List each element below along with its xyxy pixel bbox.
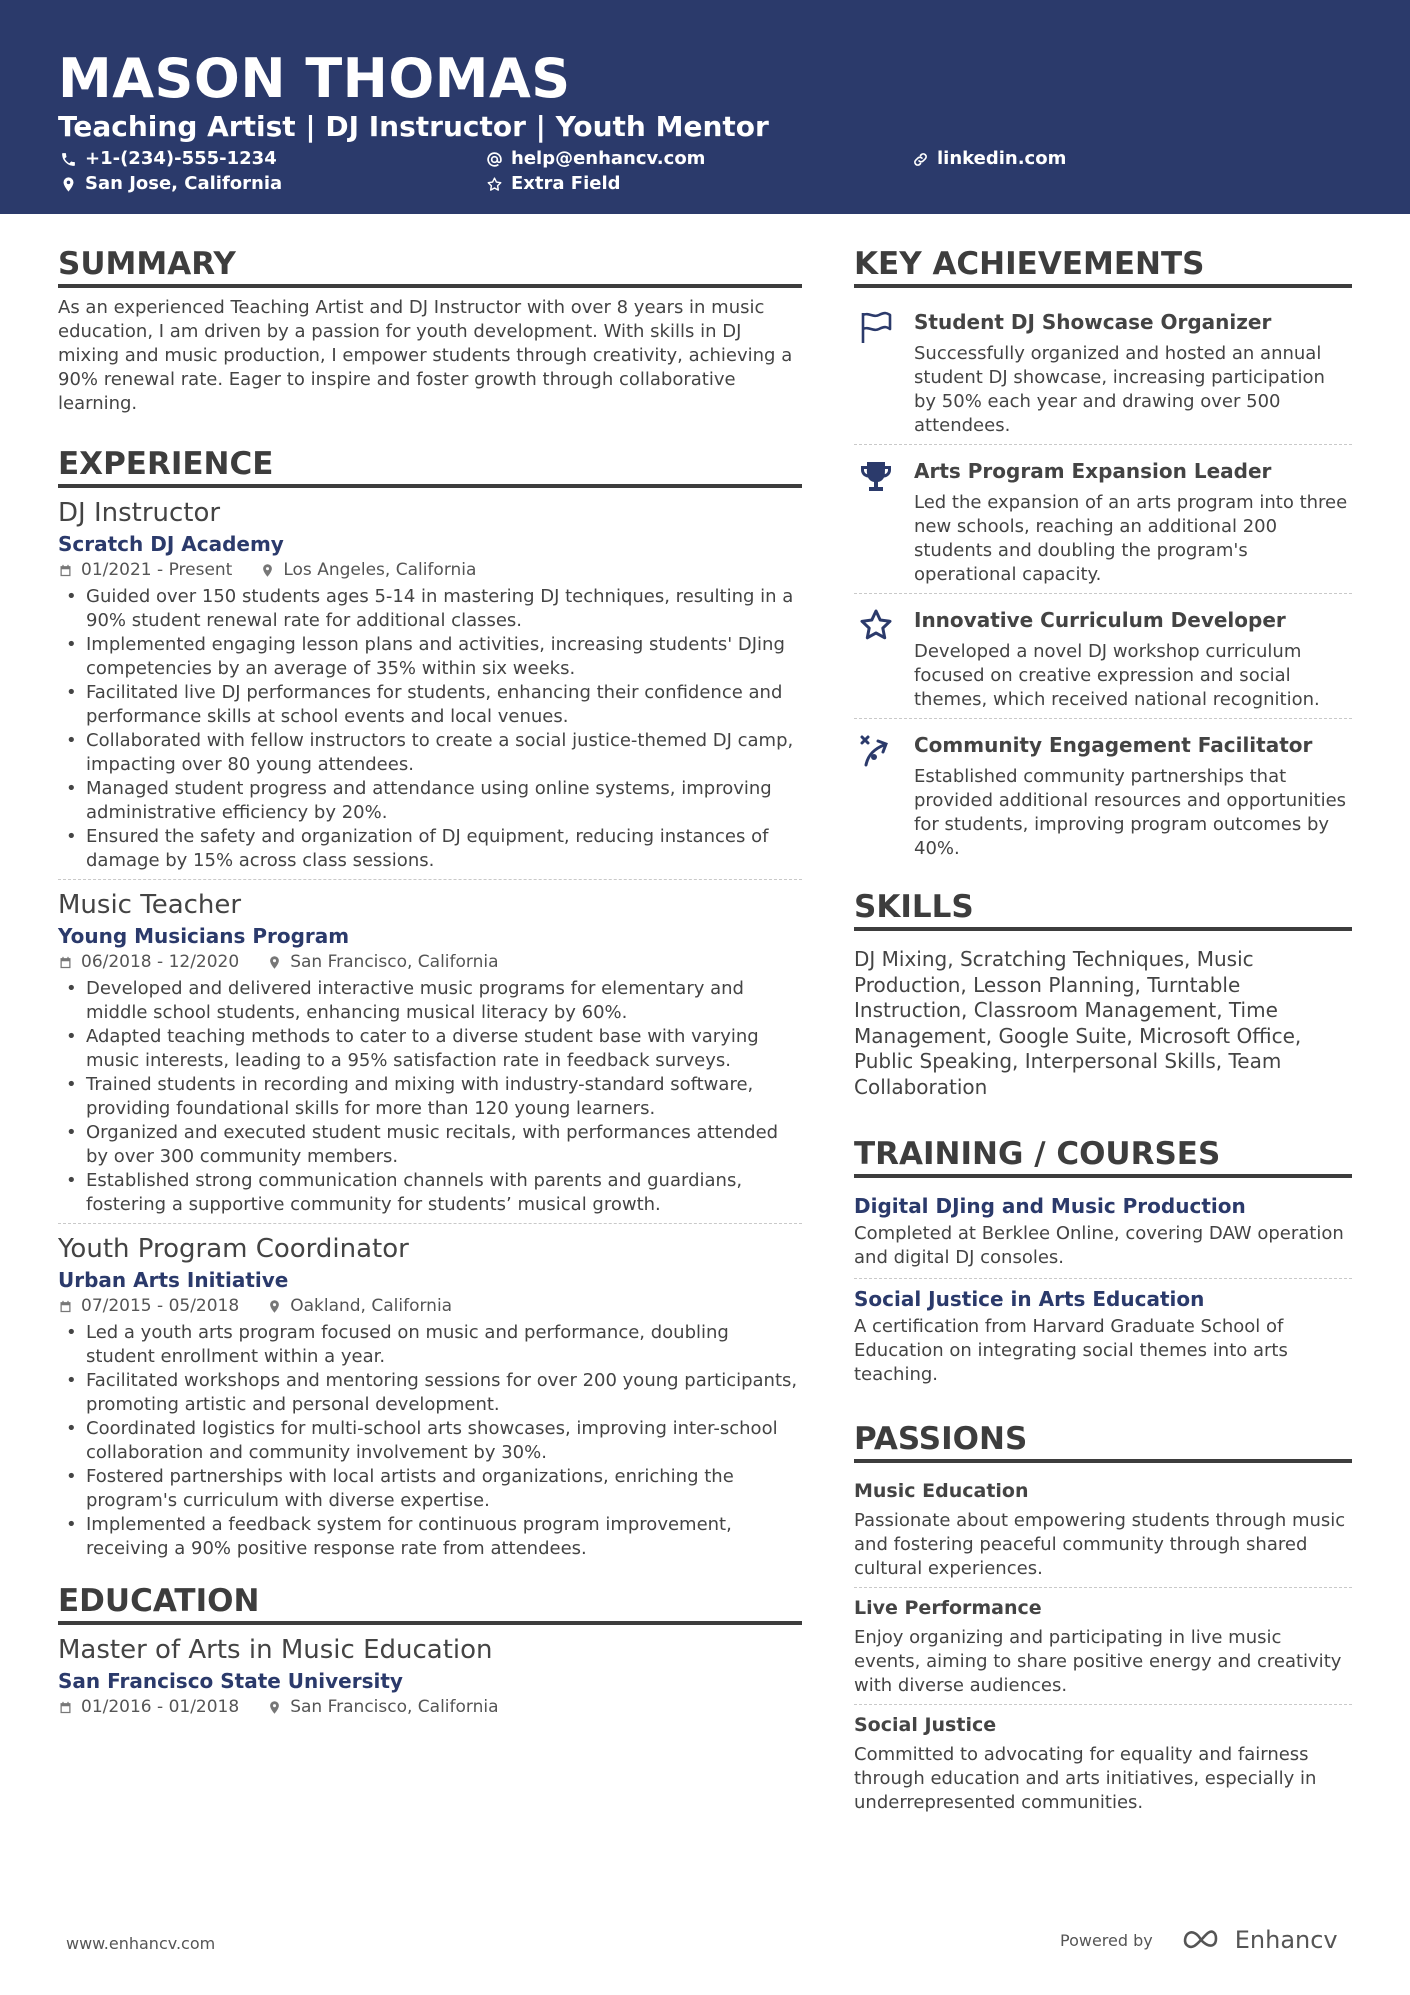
- achievement-title: Community Engagement Facilitator: [914, 733, 1313, 757]
- passion-item: [854, 1588, 1352, 1705]
- calendar-icon: [58, 955, 73, 970]
- job-location: San Francisco, California: [290, 952, 499, 972]
- brand-name: Enhancv: [1234, 1926, 1338, 1954]
- phone-icon: [60, 151, 77, 168]
- enhancv-logo-icon: [1179, 1927, 1227, 1953]
- star-icon: [858, 608, 894, 644]
- job-bullets: [58, 1321, 802, 1561]
- job-entry: [58, 1232, 802, 1567]
- job-dates: 01/2021 - Present: [81, 560, 233, 580]
- pin-icon: [267, 1299, 282, 1314]
- pin-icon: [267, 955, 282, 970]
- achievement-item: [854, 445, 1352, 594]
- job-bullet: • Implemented engaging lesson plans and activities, increasing students' DJing competencies by an average of 35% within six weeks.: [58, 633, 802, 681]
- course-item: [854, 1186, 1352, 1279]
- job-bullet: • Managed student progress and attendance using online systems, improving administrative efficiency by 20%.: [58, 777, 802, 825]
- education-meta: [58, 1695, 802, 1719]
- calendar-icon: [58, 1700, 73, 1715]
- skills-section: [854, 887, 1352, 1100]
- course-item: [854, 1279, 1352, 1395]
- job-bullet: • Coordinated logistics for multi-school arts showcases, improving inter-school collaboration and community involvement by 30%.: [58, 1417, 802, 1465]
- job-bullet: • Fostered partnerships with local artists and organizations, enriching the program's curriculum with diverse expertise.: [58, 1465, 802, 1513]
- job-bullet: • Facilitated workshops and mentoring sessions for over 200 young participants, promoting artistic and personal development.: [58, 1369, 802, 1417]
- strategy-icon: [858, 733, 894, 769]
- job-entry: [58, 888, 802, 1224]
- training-title: TRAINING / COURSES: [854, 1134, 1352, 1178]
- achievement-desc: Successfully organized and hosted an annual student DJ showcase, increasing participation by 50% each year and drawing over 500 attendees.: [914, 343, 1325, 436]
- passions-section: [854, 1419, 1352, 1821]
- achievement-title: Innovative Curriculum Developer: [914, 608, 1286, 632]
- achievement-desc: Led the expansion of an arts program into three new schools, reaching an additional 200 students and doubling the program's operational capacity.: [914, 492, 1348, 585]
- job-bullet: • Collaborated with fellow instructors to create a social justice-themed DJ camp, impacting over 80 young attendees.: [58, 729, 802, 777]
- calendar-icon: [58, 563, 73, 578]
- summary-title: SUMMARY: [58, 244, 802, 288]
- flag-icon: [858, 310, 894, 346]
- phone-text: +1-(234)-555-1234: [85, 148, 277, 169]
- passion-desc: Enjoy organizing and participating in live music events, aiming to share positive energy and creativity with diverse audiences.: [854, 1627, 1342, 1696]
- job-dates: 07/2015 - 05/2018: [81, 1296, 240, 1316]
- job-title: DJ Instructor: [58, 498, 221, 528]
- experience-section: [58, 444, 802, 1567]
- job-meta: [58, 1294, 802, 1318]
- contact-phone[interactable]: [60, 147, 277, 171]
- job-entry: [58, 496, 802, 880]
- footer-website[interactable]: www.enhancv.com: [66, 1934, 216, 1953]
- skills-title: SKILLS: [854, 887, 1352, 931]
- education-section: [58, 1581, 802, 1728]
- achievement-title: Student DJ Showcase Organizer: [914, 310, 1272, 334]
- job-dates: 06/2018 - 12/2020: [81, 952, 240, 972]
- job-bullets: [58, 977, 802, 1217]
- achievement-item: [854, 594, 1352, 719]
- job-meta: [58, 558, 802, 582]
- achievement-title: Arts Program Expansion Leader: [914, 459, 1272, 483]
- passion-title: Live Performance: [854, 1597, 1042, 1619]
- education-entry: [58, 1633, 802, 1728]
- pin-icon: [267, 1700, 282, 1715]
- candidate-headline: Teaching Artist | DJ Instructor | Youth Mentor: [58, 110, 769, 143]
- contact-extra: [486, 172, 621, 196]
- pin-icon: [260, 563, 275, 578]
- contact-linkedin[interactable]: [912, 147, 1066, 171]
- footer-branding[interactable]: [1060, 1926, 1338, 1954]
- job-location: Oakland, California: [290, 1296, 453, 1316]
- passion-title: Social Justice: [854, 1714, 997, 1736]
- course-desc: Completed at Berklee Online, covering DAW operation and digital DJ consoles.: [854, 1223, 1344, 1268]
- job-title: Youth Program Coordinator: [58, 1234, 409, 1264]
- course-title: Social Justice in Arts Education: [854, 1287, 1205, 1311]
- job-company: Scratch DJ Academy: [58, 532, 284, 556]
- job-bullet: • Ensured the safety and organization of DJ equipment, reducing instances of damage by 15% across class sessions.: [58, 825, 802, 873]
- job-bullet: • Adapted teaching methods to cater to a diverse student base with varying music interests, leading to a 95% satisfaction rate in feedback surveys.: [58, 1025, 802, 1073]
- contact-email[interactable]: [486, 147, 705, 171]
- passion-item: [854, 1705, 1352, 1821]
- passions-title: PASSIONS: [854, 1419, 1352, 1463]
- location-text: San Jose, California: [85, 173, 283, 194]
- course-title: Digital DJing and Music Production: [854, 1194, 1246, 1218]
- job-meta: [58, 950, 802, 974]
- at-icon: [486, 151, 503, 168]
- job-bullet: • Implemented a feedback system for continuous program improvement, receiving a 90% positive response rate from attendees.: [58, 1513, 802, 1561]
- candidate-name: MASON THOMAS: [58, 47, 571, 110]
- education-title: EDUCATION: [58, 1581, 802, 1625]
- achievement-item: [854, 719, 1352, 867]
- passion-desc: Passionate about empowering students through music and fostering peaceful community through shared cultural experiences.: [854, 1510, 1346, 1579]
- resume-header: [0, 0, 1410, 214]
- job-bullets: [58, 585, 802, 873]
- job-bullet: • Trained students in recording and mixing with industry-standard software, providing foundational skills for more than 120 young learners.: [58, 1073, 802, 1121]
- job-company: Young Musicians Program: [58, 924, 350, 948]
- achievement-desc: Developed a novel DJ workshop curriculum focused on creative expression and social themes, which received national recognition.: [914, 641, 1320, 710]
- school-name: San Francisco State University: [58, 1669, 403, 1693]
- job-location: Los Angeles, California: [283, 560, 477, 580]
- education-dates: 01/2016 - 01/2018: [81, 1697, 240, 1717]
- star-icon: [486, 176, 503, 193]
- course-desc: A certification from Harvard Graduate School of Education on integrating social themes into arts teaching.: [854, 1316, 1288, 1385]
- summary-text: As an experienced Teaching Artist and DJ Instructor with over 8 years in music education, I am driven by a passion for youth development. With skills in DJ mixing and music production, I empower students through creativity, achieving a 90% renewal rate. Eager to inspire and foster growth through collaborative learning.: [58, 297, 793, 414]
- passion-item: [854, 1471, 1352, 1588]
- passion-desc: Committed to advocating for equality and fairness through education and arts initiatives, especially in underrepresented communities.: [854, 1744, 1317, 1813]
- pin-icon: [60, 176, 77, 193]
- skills-text: DJ Mixing, Scratching Techniques, Music Production, Lesson Planning, Turntable Instruction, Classroom Management, Time Management, Google Suite, Microsoft Office, Public Speaking, Interpersonal Skills, Team Collaboration: [854, 947, 1302, 1099]
- job-bullet: • Facilitated live DJ performances for students, enhancing their confidence and performance skills at school events and local venues.: [58, 681, 802, 729]
- summary-section: [58, 244, 802, 416]
- job-title: Music Teacher: [58, 890, 242, 920]
- contact-location: [60, 172, 282, 196]
- achievement-item: [854, 296, 1352, 445]
- job-bullet: • Led a youth arts program focused on music and performance, doubling student enrollment within a year.: [58, 1321, 802, 1369]
- link-icon: [912, 151, 929, 168]
- trophy-icon: [858, 459, 894, 495]
- email-text: help@enhancv.com: [511, 148, 706, 169]
- job-bullet: • Developed and delivered interactive music programs for elementary and middle school students, enhancing musical literacy by 60%.: [58, 977, 802, 1025]
- powered-by-text: Powered by: [1060, 1930, 1153, 1950]
- job-company: Urban Arts Initiative: [58, 1268, 289, 1292]
- right-column: [854, 244, 1352, 1821]
- extra-text: Extra Field: [511, 173, 621, 194]
- job-bullet: • Guided over 150 students ages 5-14 in mastering DJ techniques, resulting in a 90% student renewal rate for additional classes.: [58, 585, 802, 633]
- education-location: San Francisco, California: [290, 1697, 499, 1717]
- achievement-desc: Established community partnerships that provided additional resources and opportunities for students, improving program outcomes by 40%.: [914, 766, 1347, 859]
- job-bullet: • Organized and executed student music recitals, with performances attended by over 300 community members.: [58, 1121, 802, 1169]
- job-bullet: • Established strong communication channels with parents and guardians, fostering a supportive community for students’ musical growth.: [58, 1169, 802, 1217]
- calendar-icon: [58, 1299, 73, 1314]
- degree-title: Master of Arts in Music Education: [58, 1635, 493, 1665]
- achievements-section: [854, 244, 1352, 867]
- left-column: [58, 244, 802, 1736]
- experience-title: EXPERIENCE: [58, 444, 802, 488]
- passion-title: Music Education: [854, 1480, 1029, 1502]
- achievements-title: KEY ACHIEVEMENTS: [854, 244, 1352, 288]
- training-section: [854, 1134, 1352, 1395]
- linkedin-text: linkedin.com: [937, 148, 1067, 169]
